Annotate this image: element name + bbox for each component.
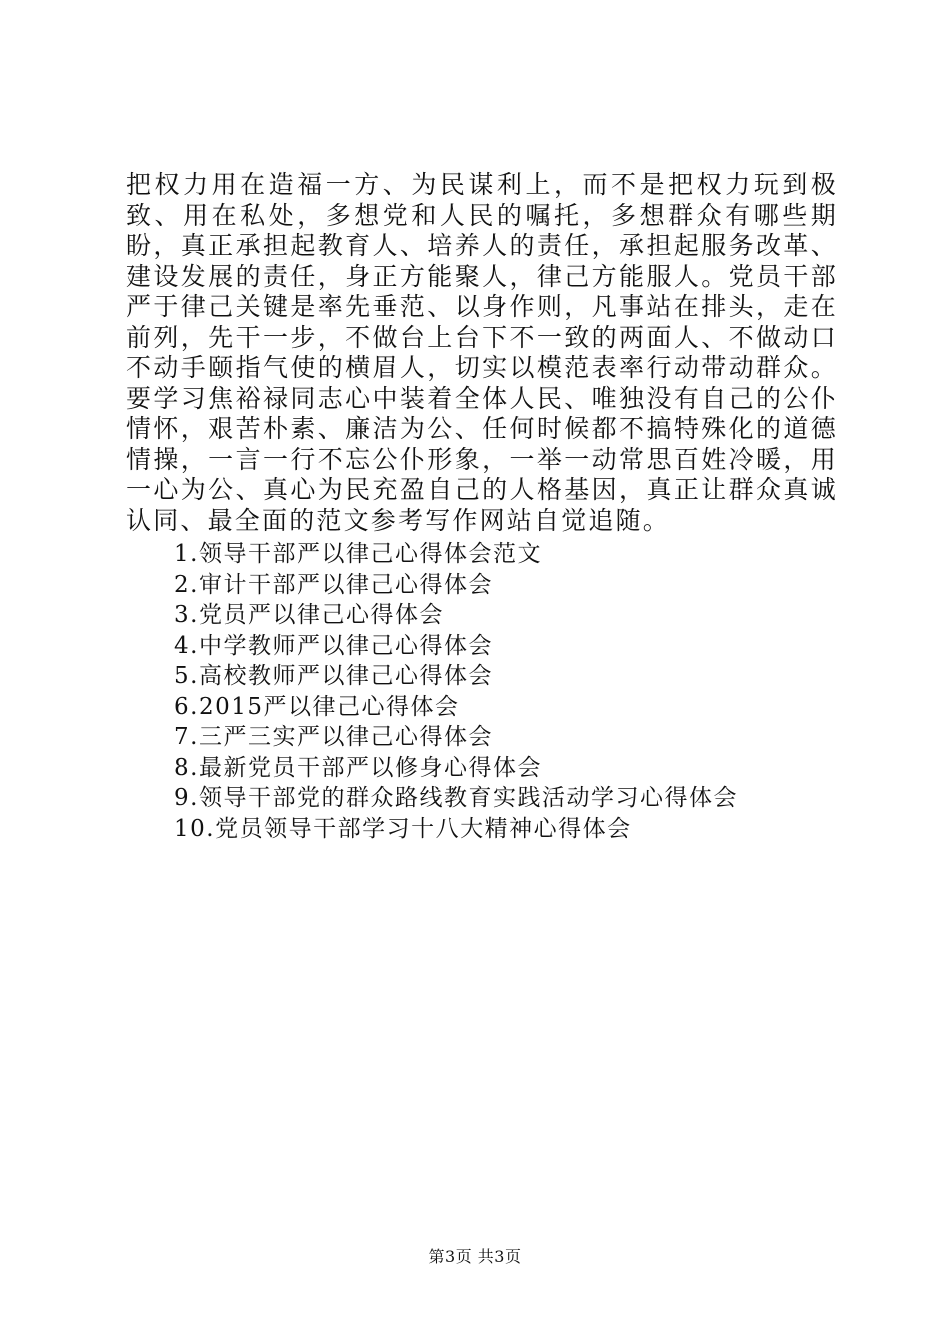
list-item: 8.最新党员干部严以修身心得体会 — [174, 754, 542, 781]
list-item: 5.高校教师严以律己心得体会 — [174, 663, 493, 689]
list-item: 9.领导干部党的群众路线教育实践活动学习心得体会 — [174, 785, 738, 811]
page-number-footer: 第3页 共3页 — [428, 1247, 522, 1266]
body-paragraph: 把权力用在造福一方、为民谋利上，而不是把权力玩到极致、用在私处，多想党和人民的嘱托，多想群众有哪些期盼，真正承担起教育人、培养人的责任，承担起服务改革、建设发展的责任，身正方能聚人，律己方能服人。党员干部严于律己关键是率先垂范、以身作则，凡事站在排头，走在前列，先干一步，不做台上台下不一致的两面人、不做动口不动手颐指气使的横眉人，切实以模范表率行动带动群众。要学习焦裕禄同志心中装着全体人民、唯独没有自己的公仆情怀，艰苦朴素、廉洁为公、任何时候都不搞特殊化的道德情操，一言一行不忘公仆形象，一举一动常思百姓冷暖，用一心为公、真心为民充盈自己的人格基因，真正让群众真诚认同、最全面的范文参考写作网站自觉追随。 — [126, 170, 838, 535]
list-item: 7.三严三实严以律己心得体会 — [174, 724, 493, 750]
list-item: 2.审计干部严以律己心得体会 — [174, 571, 493, 598]
related-articles-list — [174, 539, 738, 844]
list-item: 10.党员领导干部学习十八大精神心得体会 — [174, 815, 632, 842]
list-item: 1.领导干部严以律己心得体会范文 — [174, 541, 542, 567]
list-item: 4.中学教师严以律己心得体会 — [174, 632, 493, 659]
list-item: 3.党员严以律己心得体会 — [174, 602, 444, 628]
list-item: 6.2015严以律己心得体会 — [174, 693, 460, 720]
